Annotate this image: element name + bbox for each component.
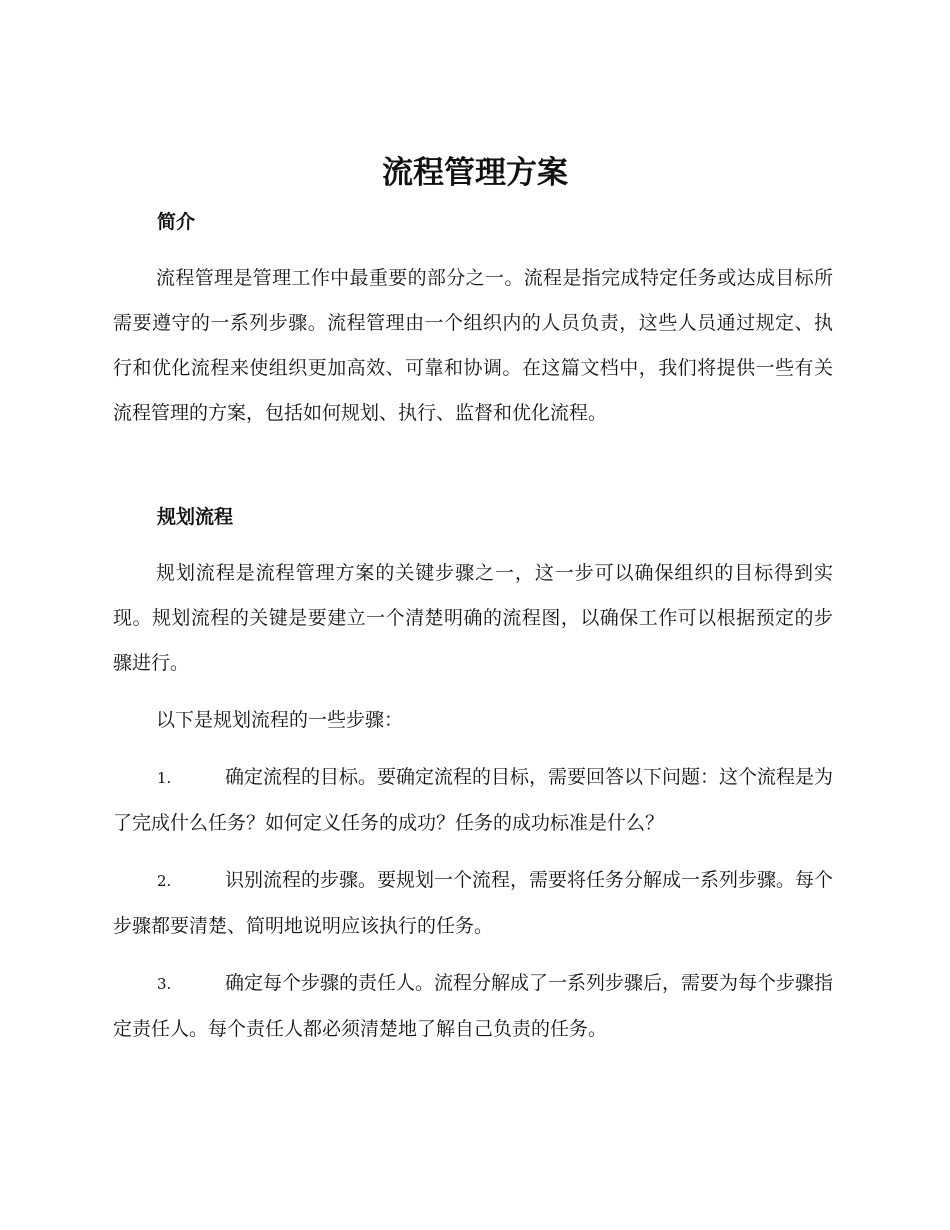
- section-heading-planning: 规划流程: [157, 506, 234, 528]
- list-item-number: 3.: [157, 975, 172, 993]
- steps-intro: 以下是规划流程的一些步骤：: [156, 709, 404, 731]
- list-item-text: 确定流程的目标。要确定流程的目标，需要回答以下问题：这个流程是为了完成什么任务？如何定义任务的成功？任务的成功标准是什么？: [113, 766, 834, 834]
- planning-paragraph: 规划流程是流程管理方案的关键步骤之一，这一步可以确保组织的目标得到实现。规划流程的关键是要建立一个清楚明确的流程图，以确保工作可以根据预定的步骤进行。: [113, 562, 833, 674]
- list-item-number: 2.: [157, 872, 172, 890]
- intro-paragraph: 流程管理是管理工作中最重要的部分之一。流程是指完成特定任务或达成目标所需要遵守的一系列步骤。流程管理由一个组织内的人员负责，这些人员通过规定、执行和优化流程来使组织更加高效、可靠和协调。在这篇文档中，我们将提供一些有关流程管理的方案，包括如何规划、执行、监督和优化流程。: [113, 267, 833, 424]
- document-title: 流程管理方案: [382, 155, 568, 191]
- list-item-text: 识别流程的步骤。要规划一个流程，需要将任务分解成一系列步骤。每个步骤都要清楚、简明地说明应该执行的任务。: [113, 869, 834, 937]
- list-item: [113, 858, 833, 949]
- list-item-number: 1.: [157, 769, 172, 787]
- section-heading-intro: 简介: [157, 211, 196, 233]
- list-item: [113, 961, 833, 1052]
- list-item-text: 确定每个步骤的责任人。流程分解成了一系列步骤后，需要为每个步骤指定责任人。每个责任人都必须清楚地了解自己负责的任务。: [113, 972, 834, 1040]
- list-item: [113, 755, 833, 846]
